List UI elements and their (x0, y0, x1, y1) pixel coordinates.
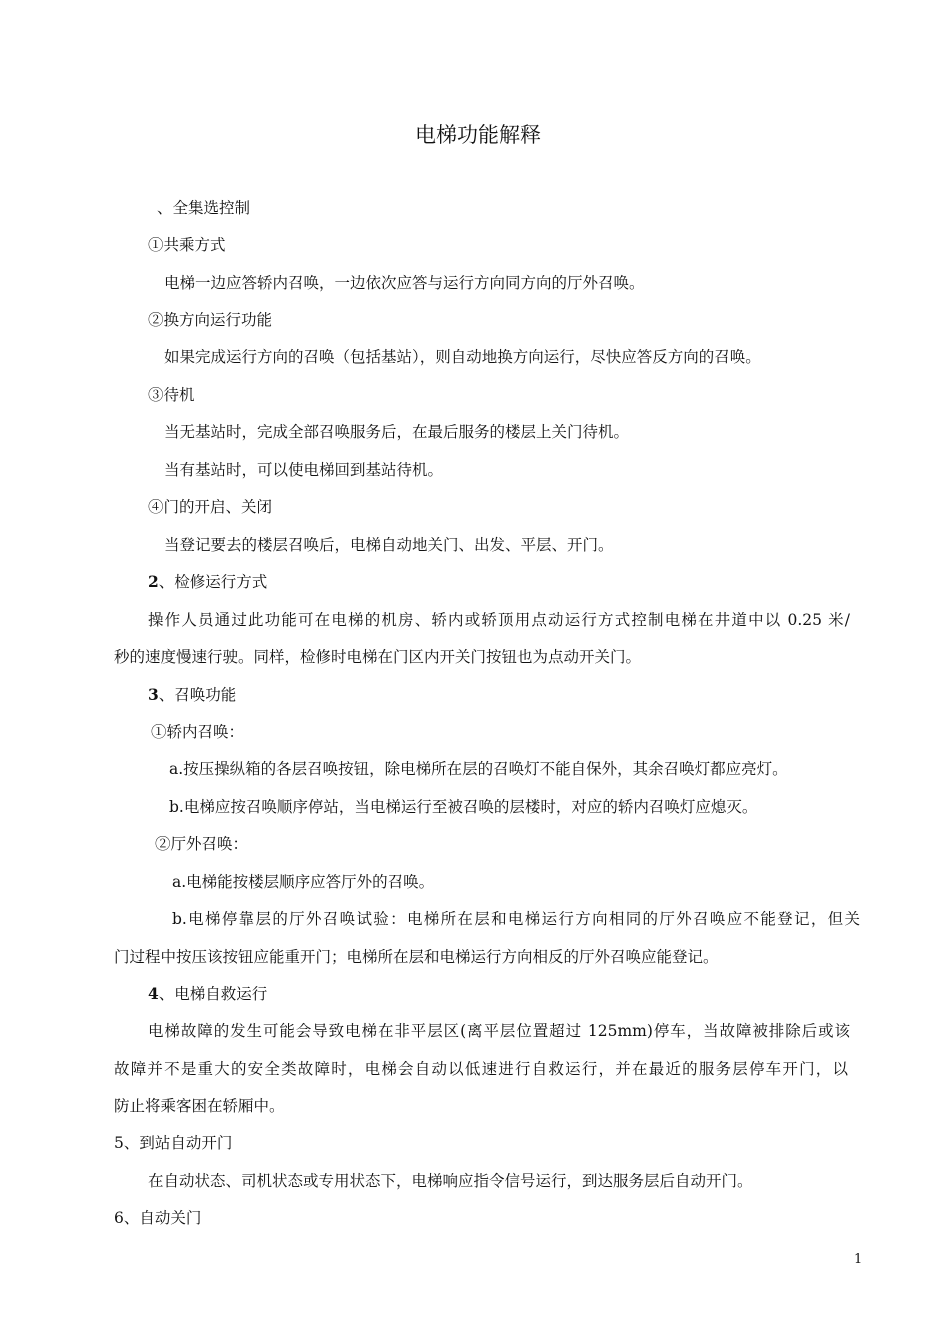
sub-1-item-b: b.电梯应按召唤顺序停站，当电梯运行至被召唤的层楼时，对应的轿内召唤灯应熄灭。 (169, 798, 758, 816)
item-2-heading: ②换方向运行功能 (148, 311, 273, 329)
item-3-text-1: 当无基站时，完成全部召唤服务后，在最后服务的楼层上关门待机。 (164, 423, 630, 441)
section-2-text-line-1: 操作人员通过此功能可在电梯的机房、轿内或轿顶用点动运行方式控制电梯在井道中以 0.25 米/ (148, 611, 850, 629)
page-number: 1 (854, 1252, 863, 1267)
section-6-heading: 6、自动关门 (114, 1209, 202, 1227)
section-4-text-line-1: 电梯故障的发生可能会导致电梯在非平层区(离平层位置超过 125mm)停车，当故障被排除后或该 (148, 1022, 850, 1040)
section-3-heading (148, 685, 236, 705)
section-2-heading (148, 572, 267, 592)
sub-2-heading: ②厅外召唤： (155, 835, 249, 853)
section-3-title: 、召唤功能 (158, 686, 237, 704)
sub-2-item-b-line-2: 门过程中按压该按钮应能重开门；电梯所在层和电梯运行方向相反的厅外召唤应能登记。 (114, 948, 719, 966)
section-5-text: 在自动状态、司机状态或专用状态下，电梯响应指令信号运行，到达服务层后自动开门。 (148, 1172, 753, 1190)
item-3-heading: ③待机 (148, 386, 195, 404)
section-5-heading: 5、到站自动开门 (114, 1134, 233, 1152)
section-4-heading (148, 984, 267, 1004)
section-2-title: 、检修运行方式 (158, 573, 268, 591)
page-title: 电梯功能解释 (415, 123, 541, 147)
item-2-text: 如果完成运行方向的召唤（包括基站），则自动地换方向运行，尽快应答反方向的召唤。 (164, 348, 761, 366)
section-4-number: 4 (148, 984, 159, 1003)
item-1-text: 电梯一边应答轿内召唤，一边依次应答与运行方向同方向的厅外召唤。 (164, 274, 645, 292)
sub-1-heading: ①轿内召唤： (151, 723, 245, 741)
item-3-text-2: 当有基站时，可以使电梯回到基站待机。 (164, 461, 444, 479)
item-4-heading: ④门的开启、关闭 (148, 498, 273, 516)
item-4-text: 当登记要去的楼层召唤后，电梯自动地关门、出发、平层、开门。 (164, 536, 614, 554)
section-2-text-line-2: 秒的速度慢速行驶。同样，检修时电梯在门区内开关门按钮也为点动开关门。 (114, 648, 642, 666)
section-4-text-line-3: 防止将乘客困在轿厢中。 (114, 1097, 285, 1115)
section-3-number: 3 (148, 685, 159, 704)
sub-1-item-a: a.按压操纵箱的各层召唤按钮，除电梯所在层的召唤灯不能自保外，其余召唤灯都应亮灯。 (169, 760, 788, 778)
section-4-text-line-2: 故障并不是重大的安全类故障时，电梯会自动以低速进行自救运行，并在最近的服务层停车开门，以 (114, 1060, 848, 1078)
sub-2-item-b-line-1: b.电梯停靠层的厅外召唤试验：电梯所在层和电梯运行方向相同的厅外召唤应不能登记，但关 (172, 910, 860, 928)
section-1-heading: 、全集选控制 (157, 199, 251, 217)
section-2-number: 2 (148, 572, 159, 591)
section-4-title: 、电梯自救运行 (158, 985, 268, 1003)
item-1-heading: ①共乘方式 (148, 236, 226, 254)
sub-2-item-a: a.电梯能按楼层顺序应答厅外的召唤。 (172, 873, 435, 891)
